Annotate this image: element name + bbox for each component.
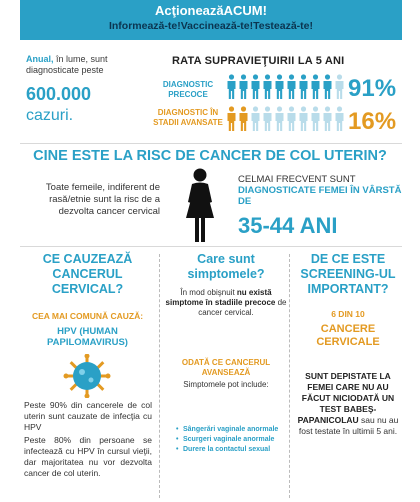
banner-title: AcţioneazăACUM! [155,3,267,18]
person-icon [334,106,345,132]
six-of-ten: 6 DIN 10 [331,309,365,319]
person-icon [286,74,297,100]
list-item: • Scurgeri vaginale anormale [176,435,288,445]
person-icon [250,106,261,132]
incidence-lead: Anual, în lume, sunt diagnosticate peste [26,54,108,75]
person-icon [238,106,249,132]
column-separator [159,254,160,498]
woman-icon [180,168,220,244]
person-icon [226,74,237,100]
hpv-label: HPV (HUMAN PAPILOMAVIRUS) [47,326,128,348]
incidence-stat [26,54,146,125]
person-icon [262,106,273,132]
risk-title: CINE ESTE LA RISC DE CANCER DE COL UTERIN? [33,148,387,164]
person-icon [238,74,249,100]
people-icons-early [226,74,345,100]
screening-desc: SUNT DEPISTATE LA FEMEI CARE NU AU FĂCUT NICIODATĂ UN TEST BABEŞ-PAPANICOLAU sau nu au fost testate în ultimii 5 ani. [297,371,399,436]
cause-para-1: Peste 90% din cancerele de col uterin sunt cauzate de infecţia cu HPV [24,400,152,432]
survival-label-early: DIAGNOSTIC PRECOCE [162,80,214,99]
screening-column [292,252,404,437]
banner-subtitle: Informează-te!Vaccinează-te!Testează-te! [108,20,314,32]
risk-right-line2: DIAGNOSTICATE FEMEI ÎN VÂRSTĂ DE [238,185,402,207]
advanced-label: ODATĂ CE CANCERUL AVANSEAZĂ [181,358,271,377]
person-icon [310,74,321,100]
list-item: • Durere la contactul sexual [176,445,288,455]
incidence-unit: cazuri. [26,107,74,124]
symptoms-list [164,425,288,455]
symptoms-include: Simptomele pot include: [183,380,269,389]
cause-heading: CE CAUZEAZĂ CANCERUL CERVICAL? [42,252,133,296]
person-icon [262,74,273,100]
cervical-cancers: CANCERE CERVICALE [316,323,380,348]
people-icons-advanced [226,106,345,132]
cause-column [20,252,155,478]
symptoms-subtext: În mod obişnuit nu există simptome în stadiile precoce de cancer cervical. [165,288,287,317]
person-icon [322,106,333,132]
symptoms-heading: Care sunt simptomele? [187,252,265,281]
person-icon [322,74,333,100]
screening-heading: DE CE ESTE SCREENING-UL IMPORTANT? [300,252,396,296]
person-icon [274,74,285,100]
person-icon [250,74,261,100]
person-icon [298,74,309,100]
divider [20,246,402,247]
incidence-number: 600.000 [26,84,92,104]
person-icon [226,106,237,132]
survival-label-advanced: DIAGNOSTIC ÎN STADII AVANSATE [153,108,223,127]
virus-icon [62,354,112,398]
cause-para-2: Peste 80% din persoane se infectează cu HPV în cursul vieţii, dar majoritatea nu vor dezvolta cancer de col uterin. [24,435,152,478]
divider [20,143,402,144]
survival-title: RATA SUPRAVIEŢUIRII LA 5 ANI [172,55,345,67]
common-cause-label: CEA MAI COMUNĂ CAUZĂ: [31,311,144,321]
risk-right-block [238,174,408,239]
survival-percent-early: 91% [348,75,397,102]
age-range: 35-44 ANI [238,213,338,238]
survival-row-early [152,74,402,102]
survival-percent-advanced: 16% [348,108,397,135]
header-banner [20,0,402,40]
person-icon [286,106,297,132]
person-icon [334,74,345,100]
person-icon [274,106,285,132]
person-icon [310,106,321,132]
risk-right-line1: CELMAI FRECVENT SUNT [238,174,356,185]
symptoms-column [164,252,288,455]
person-icon [298,106,309,132]
survival-row-advanced [152,106,402,140]
list-item: • Sângerări vaginale anormale [176,425,288,435]
column-separator [289,254,290,498]
risk-left-text: Toate femeile, indiferent de rasă/etnie sunt la risc de a dezvolta cancer cervical [45,182,160,217]
